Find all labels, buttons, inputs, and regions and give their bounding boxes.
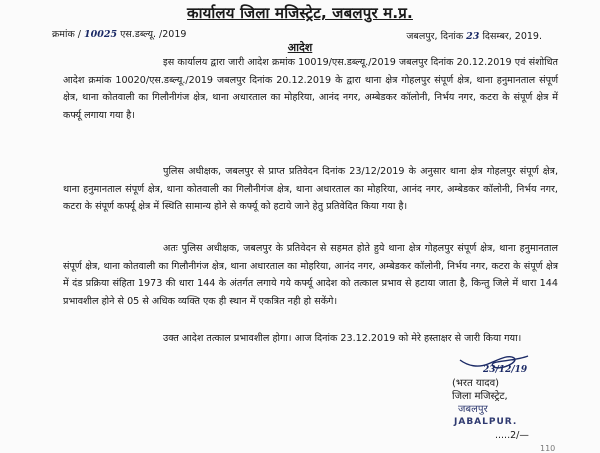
date-prefix: जबलपुर, दिनांक [406, 31, 464, 42]
signatory-designation: जिला मजिस्ट्रेट, [452, 391, 508, 402]
reference-number-handwritten: 10025 [84, 29, 118, 40]
paragraph-3: अतः पुलिस अधीक्षक, जबलपुर के प्रतिवेदन से सहमत होते हुये थाना क्षेत्र गोहलपुर संपूर्ण क्षेत्र, थाना हनुमानताल संपूर्ण क्षेत्र, थाना कोतवाली का गिलौनीगंज क्षेत्र, थाना अधारताल का मोहरिया, आनंद नगर, अम्बेडकर कॉलोनी, निर्भय नगर, कटरा के संपूर्ण क्षेत्र में दंड प्रक्रिया संहिता 1973 की धारा 144 के अंतर्गत लगाये गये कर्फ्यू आदेश को तत्काल प्रभाव से हटाया जाता है, किन्तु जिले में धारा 144 प्रभावशील होने से 05 से अधिक व्यक्ति एक ही स्थान में एकत्रित नही हो सकेंगे। [63, 243, 558, 307]
reference-suffix: एस.डब्ल्यू. /2019 [120, 29, 187, 40]
stamp-city-hindi: जबलपुर [458, 404, 488, 415]
date-suffix: दिसम्बर, 2019. [482, 31, 542, 42]
signatory-name: (भरत यादव) [452, 378, 500, 389]
margin-number: 110 [540, 444, 556, 453]
paragraph-4: उक्त आदेश तत्काल प्रभावशील होगा। आज दिनांक 23.12.2019 को मेरे हस्ताक्षर से जारी किया गया। [163, 333, 522, 344]
signature-date: 23/12/19 [483, 365, 528, 375]
reference-prefix: क्रमांक / [52, 29, 81, 40]
stamp-city-english: JABALPUR. [454, 417, 518, 427]
date-day-handwritten: 23 [466, 31, 480, 42]
order-title: आदेश [287, 41, 313, 54]
paragraph-1: इस कार्यालय द्वारा जारी आदेश क्रमांक 10019/एस.डब्ल्यू./2019 जबलपुर दिनांक 20.12.2019 एवं संशोधित आदेश क्रमांक 10020/एस.डब्ल्यू./2019 जबलपुर दिनांक 20.12.2019 के द्वारा थाना क्षेत्र गोहलपुर संपूर्ण क्षेत्र, थाना हनुमानताल संपूर्ण क्षेत्र, थाना कोतवाली का गिलौनीगंज क्षेत्र, थाना अधारताल का मोहरिया, आनंद नगर, अम्बेडकर कॉलोनी, निर्भय नगर, कटरा के संपूर्ण क्षेत्र में कर्फ्यू लगाया गया है। [63, 57, 558, 121]
page-continuation: .....2/— [495, 430, 529, 441]
signature-block [452, 377, 517, 429]
reference-number [52, 27, 186, 40]
office-heading: कार्यालय जिला मजिस्ट्रेट, जबलपुर म.प्र. [187, 4, 413, 22]
paragraph-2: पुलिस अधीक्षक, जबलपुर से प्राप्त प्रतिवेदन दिनांक 23/12/2019 के अनुसार थाना क्षेत्र गोहलपुर संपूर्ण क्षेत्र, थाना हनुमानताल संपूर्ण क्षेत्र, थाना कोतवाली का गिलौनीगंज क्षेत्र, थाना अधारताल का मोहरिया, आनंद नगर, अम्बेडकर कॉलोनी, निर्भय नगर, कटरा के संपूर्ण कर्फ्यू क्षेत्र में स्थिति सामान्य होने से कर्फ्यू को हटाये जाने हेतु प्रतिवेदित किया गया है। [63, 166, 558, 213]
